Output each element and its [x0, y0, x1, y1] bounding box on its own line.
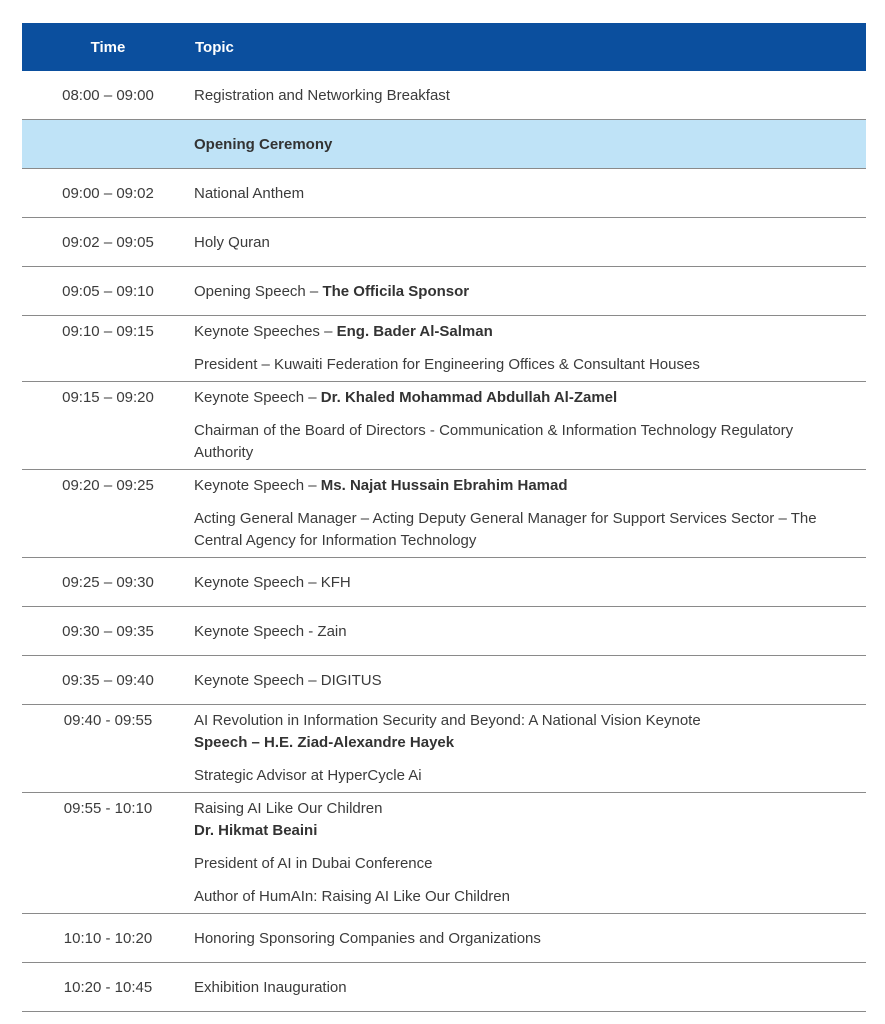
- row-topic: [194, 283, 866, 300]
- row-speaker-title: President – Kuwaiti Federation for Engineering Offices & Consultant Houses: [194, 356, 700, 373]
- row-time: 08:00 – 09:00: [62, 86, 154, 104]
- row-session-title: Raising AI Like Our Children: [194, 800, 383, 817]
- row-topic-prefix: Keynote Speech –: [194, 477, 321, 494]
- row-speaker-title: Acting General Manager – Acting Deputy General Manager for Support Services Sector – The Central Agency for Information Technology: [194, 510, 817, 549]
- row-time: 09:20 – 09:25: [62, 477, 154, 494]
- table-row: [22, 558, 866, 607]
- row-speaker: Dr. Khaled Mohammad Abdullah Al-Zamel: [320, 389, 618, 406]
- row-topic: [194, 710, 866, 787]
- row-time: 09:05 – 09:10: [62, 282, 154, 300]
- table-row: [22, 656, 866, 705]
- row-topic: [194, 321, 866, 376]
- row-topic-prefix: Keynote Speeches –: [194, 323, 337, 340]
- row-time: 09:00 – 09:02: [62, 184, 154, 202]
- agenda-table: [22, 23, 866, 1012]
- row-speaker: Speech – H.E. Ziad-Alexandre Hayek: [194, 734, 455, 751]
- row-time: 09:10 – 09:15: [62, 323, 154, 340]
- section-row-opening-ceremony: [22, 120, 866, 169]
- row-topic: National Anthem: [194, 184, 305, 202]
- row-topic: Keynote Speech – KFH: [194, 573, 351, 591]
- row-speaker: Ms. Najat Hussain Ebrahim Hamad: [320, 477, 568, 494]
- time-column-header: Time: [90, 38, 126, 56]
- row-time: 09:30 – 09:35: [62, 622, 154, 640]
- row-time: 09:40 - 09:55: [63, 712, 153, 729]
- row-time: 09:35 – 09:40: [62, 671, 154, 689]
- row-topic: Registration and Networking Breakfast: [194, 86, 450, 104]
- row-topic: Exhibition Inauguration: [194, 978, 347, 996]
- table-row: [22, 169, 866, 218]
- row-time: 09:25 – 09:30: [62, 573, 154, 591]
- row-topic: Honoring Sponsoring Companies and Organizations: [194, 929, 541, 947]
- table-row: [22, 316, 866, 382]
- table-row: [22, 705, 866, 793]
- table-row: [22, 470, 866, 558]
- row-topic: [194, 387, 866, 464]
- table-row: [22, 267, 866, 316]
- row-speaker: Dr. Hikmat Beaini: [194, 822, 318, 839]
- row-topic: [194, 798, 866, 908]
- row-speaker-title: Strategic Advisor at HyperCycle Ai: [194, 767, 422, 784]
- row-speaker: The Officila Sponsor: [322, 282, 470, 300]
- table-row: [22, 963, 866, 1012]
- row-topic: Keynote Speech – DIGITUS: [194, 671, 382, 689]
- topic-column-header: Topic: [195, 38, 234, 56]
- table-header: [22, 23, 866, 71]
- row-topic-prefix: Opening Speech –: [194, 282, 323, 300]
- table-row: [22, 607, 866, 656]
- row-speaker-title: Chairman of the Board of Directors - Communication & Information Technology Regulatory Authority: [194, 422, 794, 461]
- table-row: [22, 914, 866, 963]
- row-time: 10:20 - 10:45: [63, 978, 153, 996]
- table-row: [22, 71, 866, 120]
- row-time: 09:02 – 09:05: [62, 233, 154, 251]
- row-time: 10:10 - 10:20: [63, 929, 153, 947]
- row-speaker-title: President of AI in Dubai Conference: [194, 855, 433, 872]
- table-row: [22, 793, 866, 914]
- row-session-title: AI Revolution in Information Security and Beyond: A National Vision Keynote: [194, 712, 701, 729]
- table-row: [22, 218, 866, 267]
- table-row: [22, 382, 866, 470]
- row-topic: Keynote Speech - Zain: [194, 622, 347, 640]
- row-time: 09:15 – 09:20: [62, 389, 154, 406]
- row-time: 09:55 - 10:10: [63, 800, 153, 817]
- section-title: Opening Ceremony: [194, 135, 333, 153]
- row-topic-prefix: Keynote Speech –: [194, 389, 321, 406]
- row-speaker-title-2: Author of HumAIn: Raising AI Like Our Children: [194, 888, 510, 905]
- row-topic: [194, 475, 866, 552]
- row-topic: Holy Quran: [194, 233, 270, 251]
- row-speaker: Eng. Bader Al-Salman: [336, 323, 493, 340]
